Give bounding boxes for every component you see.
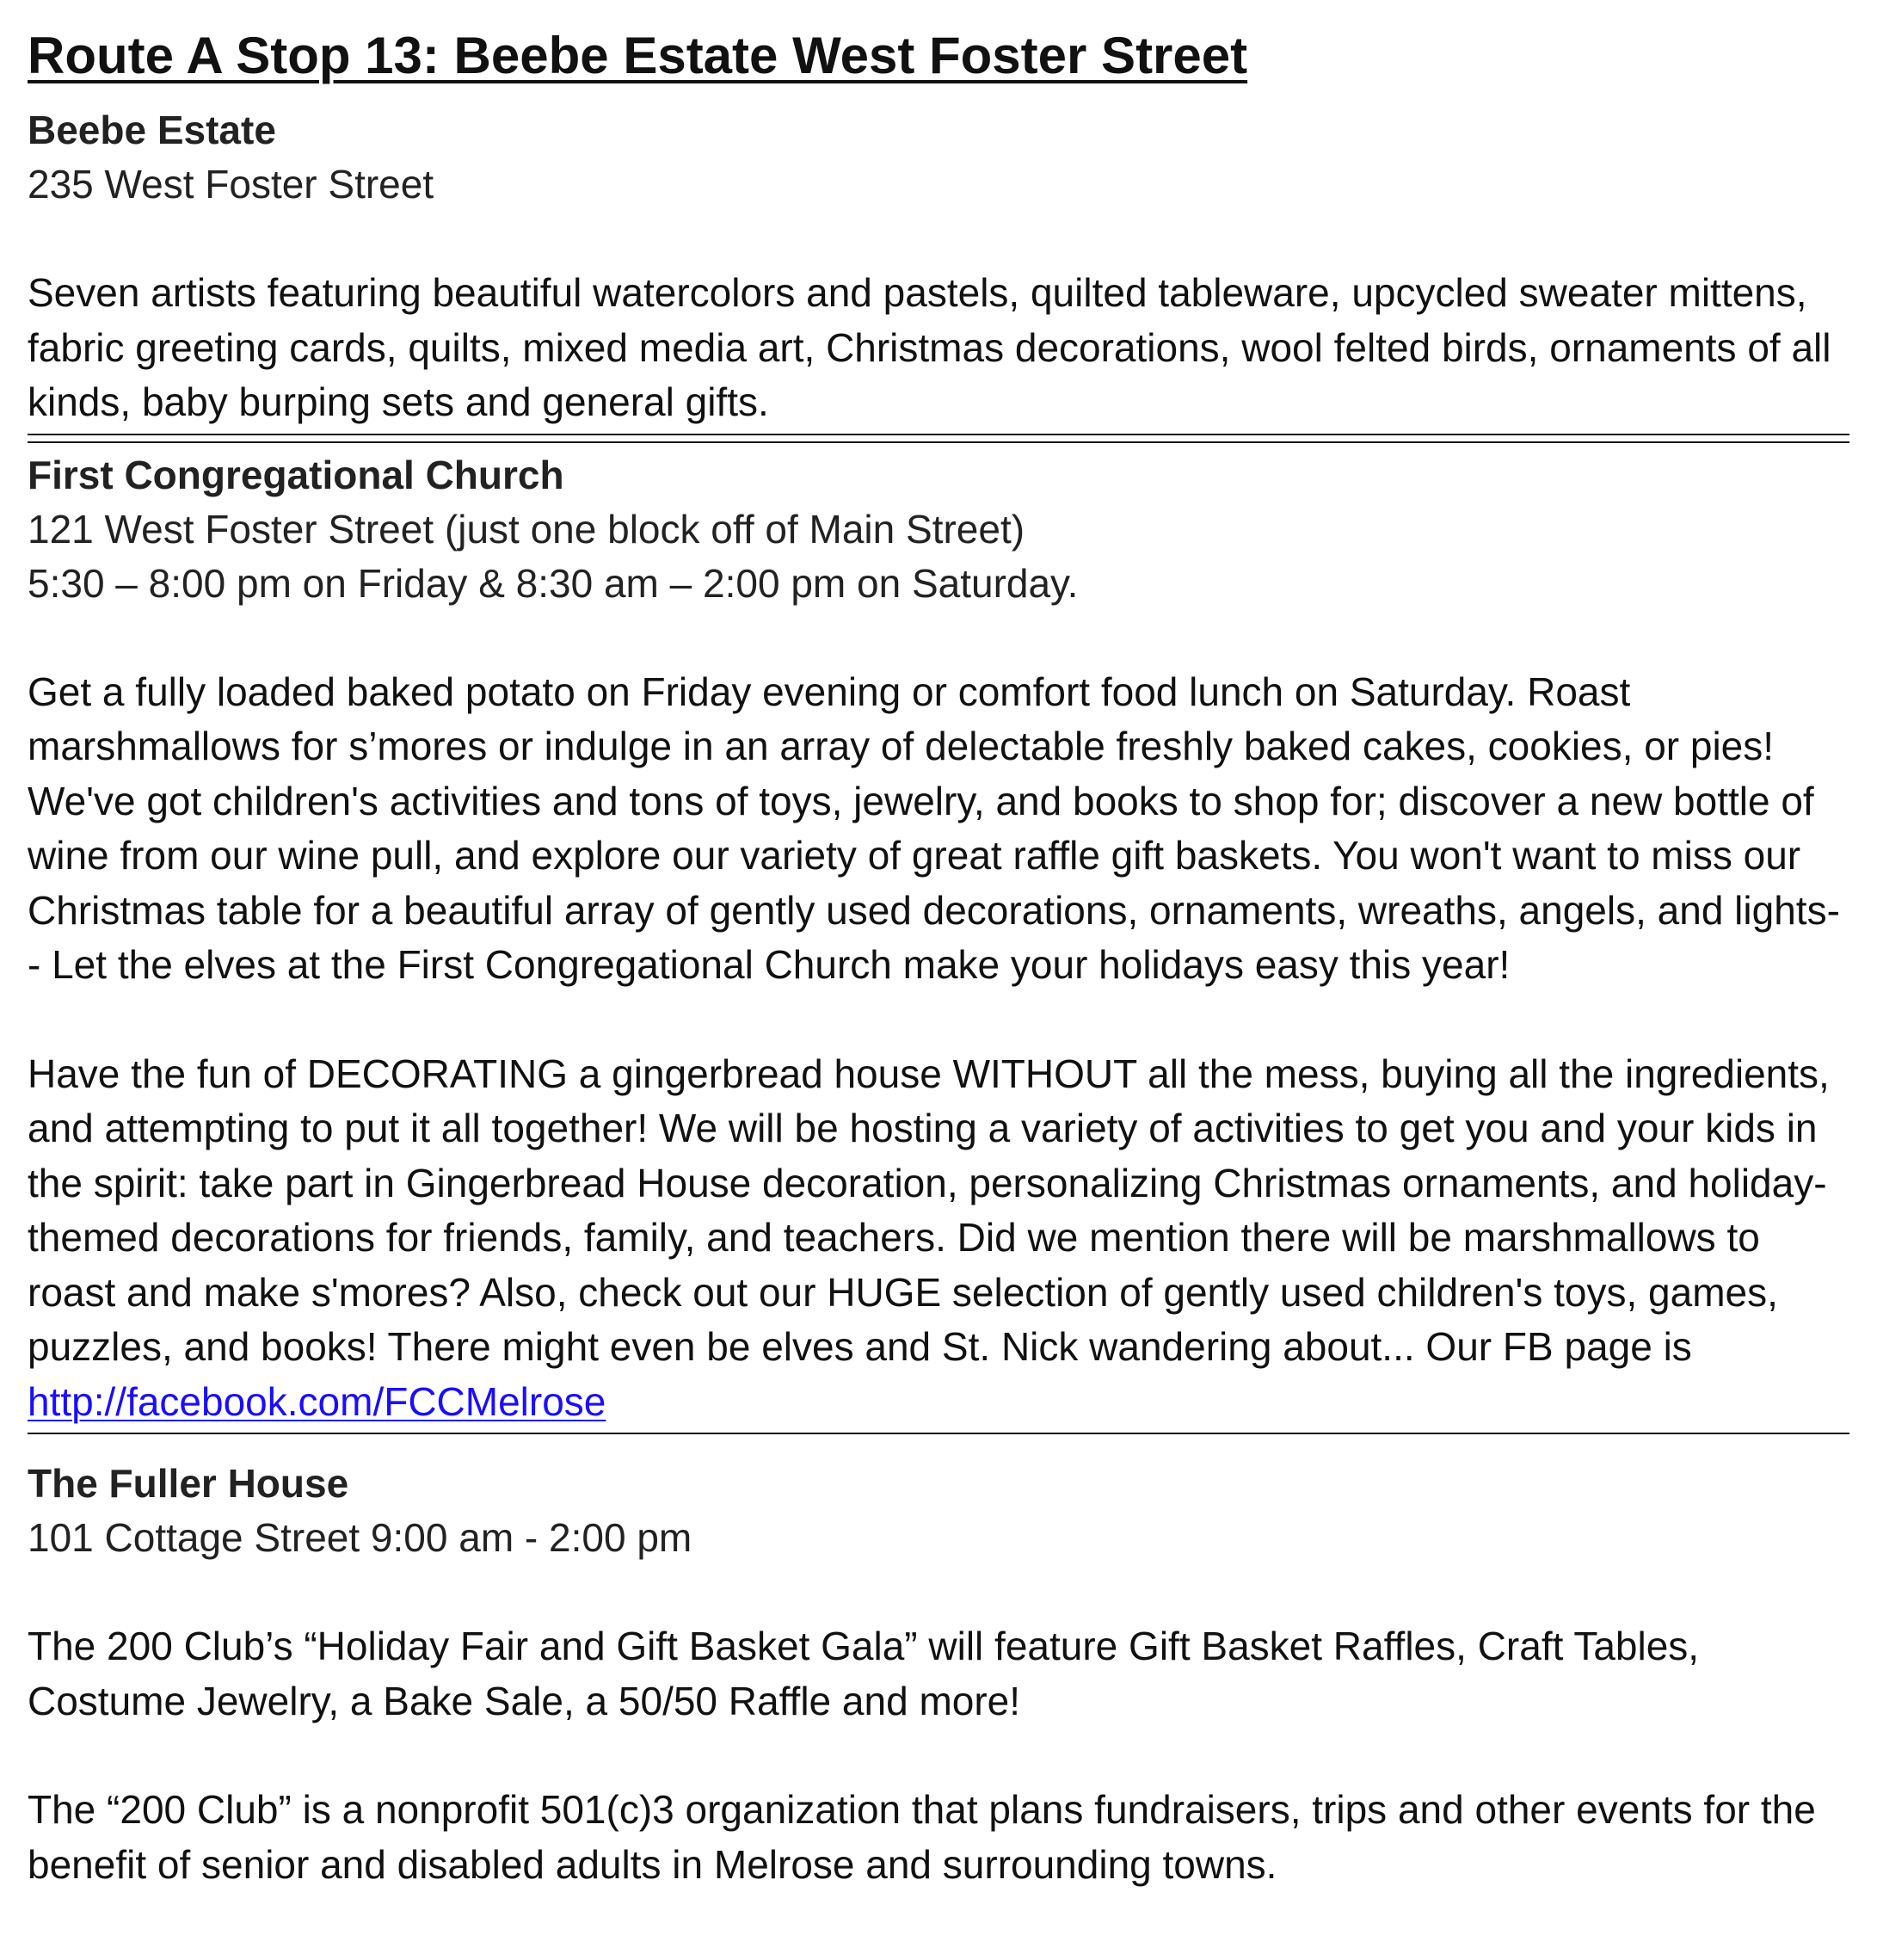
- spacer: [28, 1565, 1849, 1619]
- venue-hours: 5:30 – 8:00 pm on Friday & 8:30 am – 2:00 pm on Saturday.: [28, 560, 1079, 606]
- venue-description: Get a fully loaded baked potato on Friday evening or comfort food lunch on Saturday. Roast marshmallows for s’mores or indulge in an array of delectable freshly baked cakes, cookies, or pies! We've got children's activities and tons of toys, jewelry, and books to shop for; discover a new bottle of wine from our wine pull, and explore our variety of great raffle gift baskets. You won't want to miss our Christmas table for a beautiful array of gently used decorations, ornaments, wreaths, angels, and lights-- Let the elves at the First Congregational Church make your holidays easy this year!: [28, 669, 1840, 987]
- single-divider: [28, 1433, 1849, 1434]
- venue-name: First Congregational Church: [28, 452, 564, 497]
- venue-fuller-house: [28, 1457, 1849, 1892]
- venue-description: The 200 Club’s “Holiday Fair and Gift Basket Gala” will feature Gift Basket Raffles, Craft Tables, Costume Jewelry, a Bake Sale, a 50/50 Raffle and more!: [28, 1624, 1700, 1723]
- venue-first-congregational-church: [28, 448, 1849, 1430]
- document-page: [28, 26, 1849, 1892]
- venue-description: Seven artists featuring beautiful watercolors and pastels, quilted tableware, upcycled sweater mittens, fabric greeting cards, quilts, mixed media art, Christmas decorations, wool felted birds, ornaments of all kinds, baby burping sets and general gifts.: [28, 270, 1831, 424]
- venue-address: 121 West Foster Street (just one block off of Main Street): [28, 506, 1025, 552]
- facebook-link[interactable]: http://facebook.com/FCCMelrose: [28, 1378, 606, 1424]
- venue-description-activities: [28, 1047, 1849, 1430]
- venue-name: The Fuller House: [28, 1461, 349, 1506]
- spacer: [28, 212, 1849, 266]
- venue-address: 235 West Foster Street: [28, 162, 434, 206]
- activities-text: Have the fun of DECORATING a gingerbread house WITHOUT all the mess, buying all the ingredients, and attempting to put it all together! We will be hosting a variety of activities to get you and your kids in the spirit: take part in Gingerbread House decoration, personalizing Christmas ornaments, and holiday-themed decorations for friends, family, and teachers. Did we mention there will be marshmallows to roast and make s'mores? Also, check out our HUGE selection of gently used children's toys, games, puzzles, and books! There might even be elves and St. Nick wandering about... Our FB page is: [28, 1051, 1830, 1369]
- double-divider: [28, 434, 1849, 443]
- spacer: [28, 611, 1849, 665]
- venue-beebe-estate: [28, 103, 1849, 430]
- venue-name: Beebe Estate: [28, 108, 276, 152]
- venue-organization-info: The “200 Club” is a nonprofit 501(c)3 organization that plans fundraisers, trips and other events for the benefit of senior and disabled adults in Melrose and surrounding towns.: [28, 1787, 1816, 1887]
- page-title: Route A Stop 13: Beebe Estate West Foster Street: [28, 27, 1248, 84]
- spacer: [28, 993, 1849, 1047]
- spacer: [28, 1729, 1849, 1783]
- venue-address-hours: 101 Cottage Street 9:00 am - 2:00 pm: [28, 1515, 692, 1560]
